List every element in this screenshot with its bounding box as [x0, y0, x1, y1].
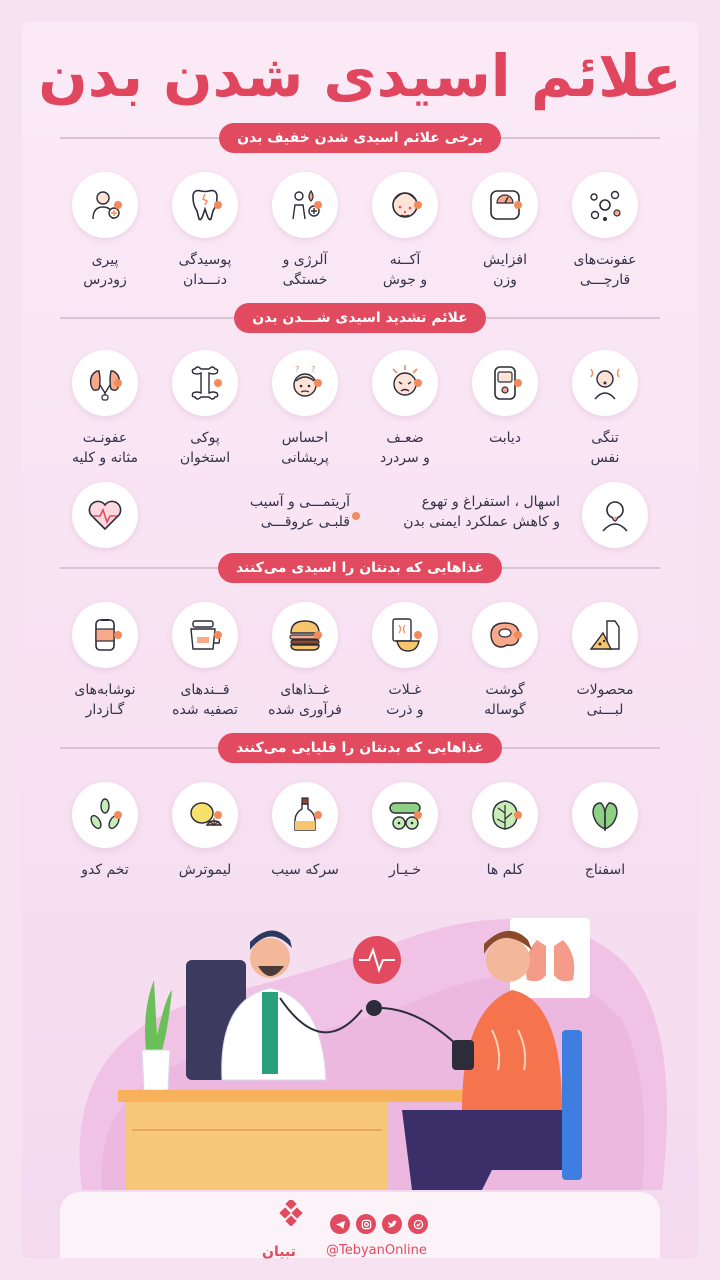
alkaline-foods-item — [150, 782, 260, 880]
cereal-icon — [372, 602, 438, 668]
acidic-foods-item — [250, 602, 360, 720]
section-heading-mild — [60, 122, 660, 154]
vinegar-bottle-icon — [272, 782, 338, 848]
mild-symptoms-item — [450, 172, 560, 290]
severe-extra-item — [560, 482, 670, 548]
acidic-foods-item — [50, 602, 160, 720]
spinach-icon — [572, 782, 638, 848]
section-pill: غذاهایی که بدنتان را قلیایی می‌کنند — [218, 733, 502, 763]
section-heading-acidic-foods — [60, 552, 660, 584]
separator-dot — [314, 201, 322, 209]
item-label: گوشت گوساله — [484, 682, 526, 718]
weight-scale-icon — [472, 172, 538, 238]
item-label: محصولات لبـــنی — [576, 682, 634, 718]
severe-symptoms-row — [0, 350, 720, 480]
doctor-patient-illustration — [22, 880, 698, 1190]
acidic-foods-item — [350, 602, 460, 720]
mild-symptoms-item — [250, 172, 360, 290]
separator-dot — [514, 811, 522, 819]
separator-dot — [314, 379, 322, 387]
item-label: قــندهای تصفیه شده — [172, 682, 238, 718]
separator-dot — [352, 512, 360, 520]
mild-symptoms-item — [550, 172, 660, 290]
item-label: اسفناج — [584, 862, 626, 878]
separator-dot — [114, 379, 122, 387]
steak-icon — [472, 602, 538, 668]
separator-dot — [514, 631, 522, 639]
bone-icon — [172, 350, 238, 416]
instagram-icon[interactable] — [356, 1214, 376, 1234]
item-label: تخم کدو — [81, 862, 129, 878]
item-label: دیابت — [488, 430, 522, 446]
separator-dot — [114, 201, 122, 209]
alkaline-foods-item — [350, 782, 460, 880]
item-label: خـیـار — [388, 862, 422, 878]
glucometer-icon — [472, 350, 538, 416]
item-label: تنگی نفس — [590, 430, 620, 466]
cabbage-icon — [472, 782, 538, 848]
elderly-person-icon — [72, 172, 138, 238]
separator-dot — [414, 379, 422, 387]
severe-extra-item — [50, 482, 160, 548]
acidic-foods-item — [550, 602, 660, 720]
lemon-icon — [172, 782, 238, 848]
item-label: پوسیدگی دنـــدان — [178, 252, 232, 288]
severe-symptoms-item — [450, 350, 560, 448]
acidic-foods-item — [150, 602, 260, 720]
mild-symptoms-item — [150, 172, 260, 290]
distressed-head-icon — [272, 350, 338, 416]
tebyan-logo-icon — [278, 1200, 304, 1226]
separator-dot — [414, 811, 422, 819]
separator-dot — [214, 631, 222, 639]
acidic-foods-row — [0, 602, 720, 732]
cucumber-icon — [372, 782, 438, 848]
severe-extra-label: آریتمـــی و آسیب قلبـی عروقـــی — [249, 494, 350, 530]
section-pill: غذاهایی که بدنتان را اسیدی می‌کنند — [218, 553, 502, 583]
item-label: احساس پریشانی — [281, 430, 329, 466]
item-label: سرکه سیب — [271, 862, 339, 878]
dairy-icon — [572, 602, 638, 668]
separator-dot — [214, 201, 222, 209]
mild-symptoms-item — [50, 172, 160, 290]
severe-symptoms-item — [250, 350, 360, 468]
severe-symptoms-item — [550, 350, 660, 468]
alkaline-foods-item — [250, 782, 360, 880]
severe-symptoms-item — [150, 350, 260, 468]
item-label: کلم ها — [486, 862, 524, 878]
page-title: علائم اسیدی شدن بدن — [38, 42, 682, 110]
twitter-icon[interactable] — [382, 1214, 402, 1234]
alkaline-foods-item — [450, 782, 560, 880]
separator-dot — [114, 631, 122, 639]
section-heading-alkaline-foods — [60, 732, 660, 764]
headache-icon — [372, 350, 438, 416]
alkaline-foods-item — [50, 782, 160, 880]
social-handle[interactable]: @TebyanOnline — [326, 1243, 427, 1258]
mild-symptoms-row — [0, 172, 720, 302]
sugar-bowl-icon — [172, 602, 238, 668]
burger-icon — [272, 602, 338, 668]
kidney-icon — [72, 350, 138, 416]
alkaline-foods-item — [550, 782, 660, 880]
svg-text:?: ? — [295, 365, 300, 374]
brand-name: تبیان — [262, 1244, 296, 1260]
severe-symptoms-item — [350, 350, 460, 468]
separator-dot — [114, 811, 122, 819]
separator-dot — [214, 811, 222, 819]
acidic-foods-item — [450, 602, 560, 720]
soda-can-icon — [72, 602, 138, 668]
item-label: نوشابه‌های گـازدار — [74, 682, 136, 718]
acne-face-icon — [372, 172, 438, 238]
telegram-icon[interactable] — [330, 1214, 350, 1234]
pumpkin-seeds-icon — [72, 782, 138, 848]
breathless-icon — [572, 350, 638, 416]
separator-dot — [414, 631, 422, 639]
heart-pulse-icon — [72, 482, 138, 548]
svg-text:?: ? — [311, 365, 316, 374]
item-label: پوکی استخوان — [179, 430, 231, 466]
nausea-icon — [582, 482, 648, 548]
separator-dot — [514, 379, 522, 387]
item-label: آلرژی و خستگی — [282, 252, 328, 288]
severe-symptoms-item — [50, 350, 160, 468]
item-label: پیری زودرس — [83, 252, 127, 288]
separator-dot — [314, 631, 322, 639]
verified-badge-icon[interactable] — [408, 1214, 428, 1234]
item-label: افزایش وزن — [483, 252, 527, 288]
section-pill: برخی علائم اسیدی شدن خفیف بدن — [219, 123, 501, 153]
separator-dot — [314, 811, 322, 819]
separator-dot — [514, 201, 522, 209]
separator-dot — [214, 379, 222, 387]
item-label: لیموترش — [178, 862, 232, 878]
section-heading-severe — [60, 302, 660, 334]
separator-dot — [414, 201, 422, 209]
decayed-tooth-icon — [172, 172, 238, 238]
item-label: غـلات و ذرت — [386, 682, 424, 718]
mild-symptoms-item — [350, 172, 460, 290]
section-pill: علائم تشدید اسیدی شـــدن بدن — [234, 303, 486, 333]
item-label: غــذاهای فرآوری شده — [268, 682, 342, 718]
item-label: عفونـت مثانه و کلیه — [71, 430, 139, 466]
allergy-fatigue-icon — [272, 172, 338, 238]
item-label: ضعـف و سردرد — [380, 430, 430, 466]
item-label: عفونت‌های قارچـــی — [573, 252, 637, 288]
item-label: آکــنه و جوش — [382, 252, 428, 288]
severe-extra-label: اسهال ، استفراغ و تهوع و کاهش عملکرد ایمنی بدن — [403, 494, 560, 530]
fungus-icon — [572, 172, 638, 238]
